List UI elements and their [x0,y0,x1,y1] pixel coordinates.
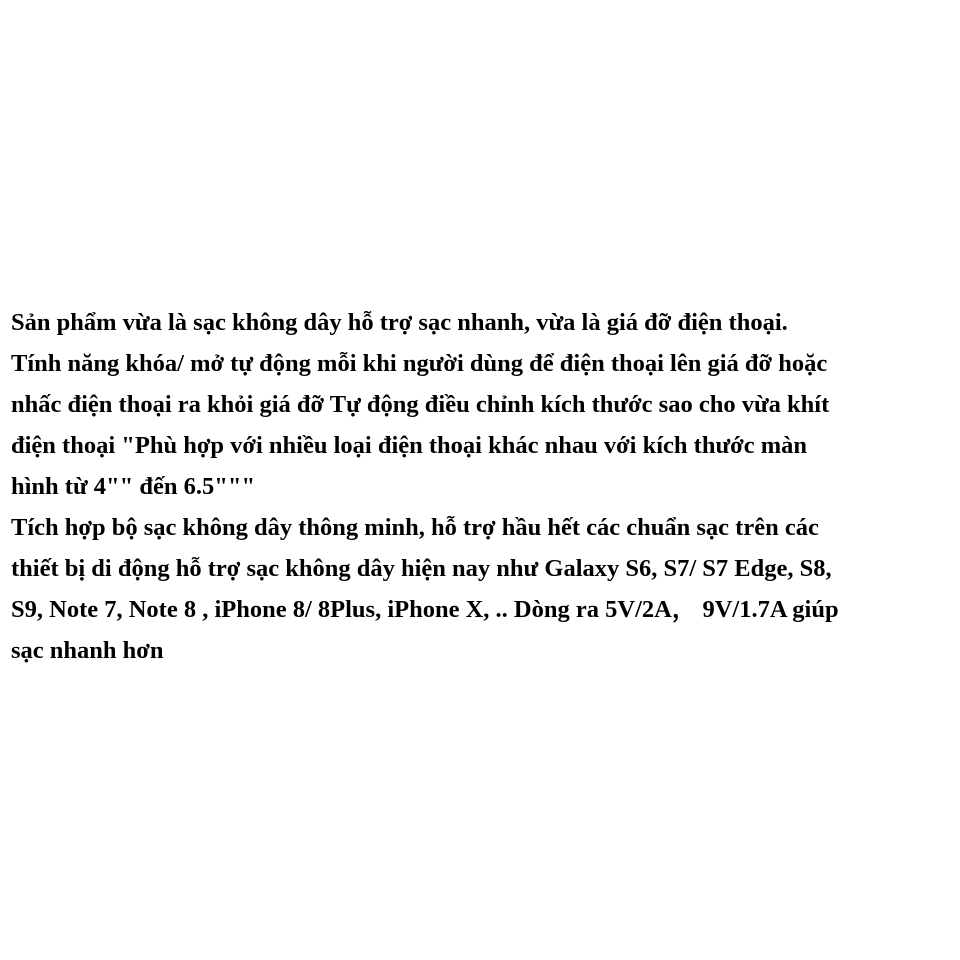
product-description [11,302,956,671]
description-line-8: S9, Note 7, Note 8 , iPhone 8/ 8Plus, iPhone X, .. Dòng ra 5V/2A， 9V/1.7A giúp [11,596,839,623]
description-line-5: hình từ 4"" đến 6.5""" [11,473,256,500]
description-line-7: thiết bị di động hỗ trợ sạc không dây hiện nay như Galaxy S6, S7/ S7 Edge, S8, [11,555,832,582]
description-line-3: nhấc điện thoại ra khỏi giá đỡ Tự động điều chỉnh kích thước sao cho vừa khít [11,391,830,418]
description-line-2: Tính năng khóa/ mở tự động mỗi khi người dùng để điện thoại lên giá đỡ hoặc [11,350,828,377]
description-line-6: Tích hợp bộ sạc không dây thông minh, hỗ trợ hầu hết các chuẩn sạc trên các [11,514,819,541]
description-line-4: điện thoại "Phù hợp với nhiều loại điện thoại khác nhau với kích thước màn [11,432,807,459]
description-line-9: sạc nhanh hơn [11,637,164,664]
description-line-1: Sản phẩm vừa là sạc không dây hỗ trợ sạc nhanh, vừa là giá đỡ điện thoại. [11,309,788,336]
